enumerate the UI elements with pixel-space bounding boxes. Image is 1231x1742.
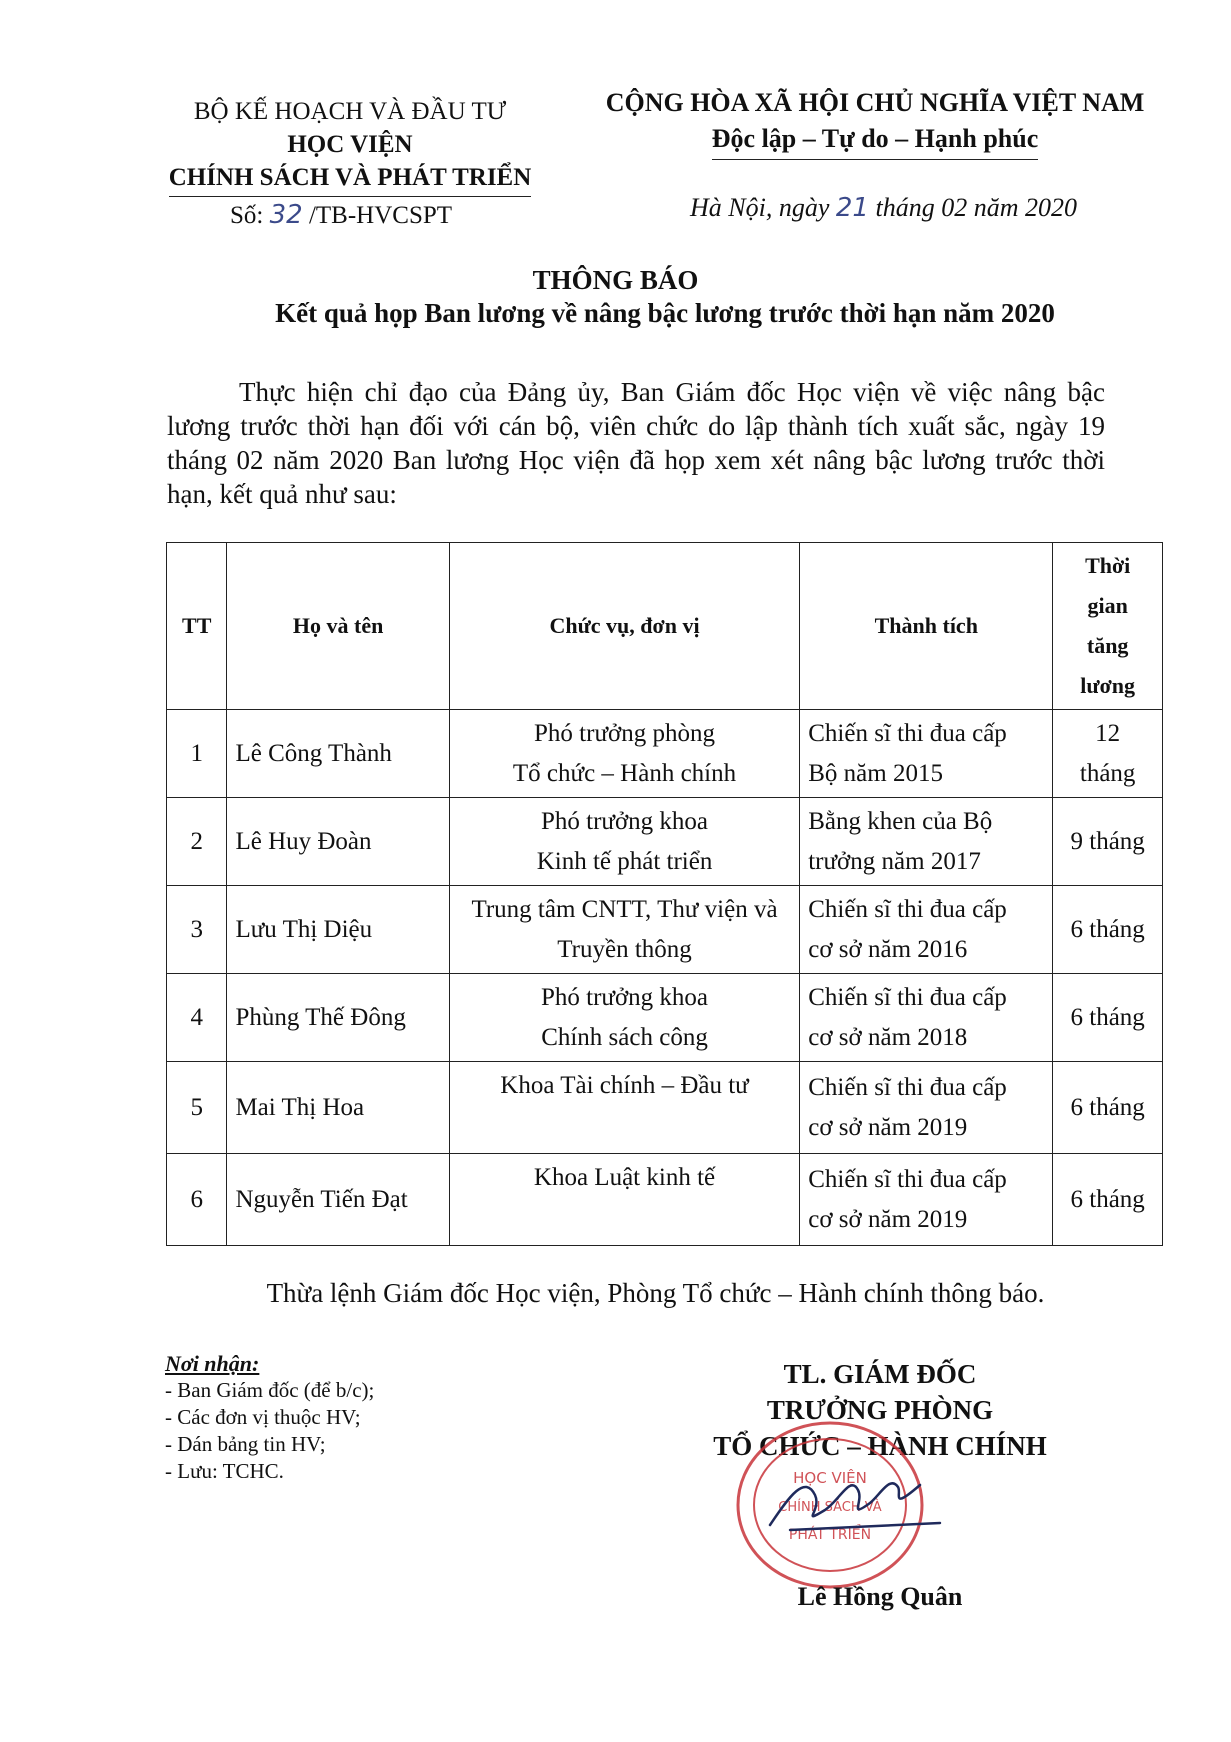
number-handwritten: 32 [269, 200, 303, 230]
header-time-line2: gian [1087, 593, 1128, 618]
header-time-line3: tăng [1086, 633, 1129, 658]
row-achievement-line1: Chiến sĩ thi đua cấp [808, 719, 1007, 747]
row-position-line2: Truyền thông [557, 935, 692, 963]
signature-line1: TL. GIÁM ĐỐC [783, 1359, 977, 1389]
row-tt: 2 [167, 798, 227, 886]
row-time: 6 tháng [1053, 886, 1163, 974]
row-achievement-line1: Chiến sĩ thi đua cấp [808, 1165, 1007, 1193]
motto-line [580, 121, 1170, 160]
row-achievement [800, 798, 1053, 886]
row-name: Lưu Thị Diệu [227, 886, 449, 974]
institute-name-line2-text: CHÍNH SÁCH VÀ PHÁT TRIỂN [169, 161, 532, 197]
number-prefix: Số: [230, 202, 264, 229]
signature-line2: TRƯỞNG PHÒNG [766, 1395, 994, 1425]
row-achievement-line2: cơ sở năm 2019 [808, 1113, 968, 1141]
row-time-line2: tháng [1079, 759, 1136, 787]
header-time-line1: Thời [1085, 553, 1131, 578]
recipient-item: - Ban Giám đốc (để b/c); [165, 1378, 375, 1402]
republic-name: CỘNG HÒA XÃ HỘI CHỦ NGHĨA VIỆT NAM [605, 88, 1145, 117]
document-number [230, 200, 452, 230]
recipients-label: Nơi nhận: [165, 1351, 260, 1376]
row-achievement-line2: cơ sở năm 2018 [808, 1023, 968, 1051]
row-tt: 3 [167, 886, 227, 974]
table-row [167, 798, 1163, 886]
row-position-line1: Phó trưởng phòng [534, 719, 715, 747]
date-line [690, 193, 1077, 223]
row-position-line2: Kinh tế phát triển [536, 847, 713, 875]
signer-name: Lê Hồng Quân [797, 1582, 963, 1611]
row-name: Mai Thị Hoa [227, 1062, 449, 1154]
recipients-block [165, 1350, 374, 1485]
row-achievement-line2: Bộ năm 2015 [808, 759, 943, 787]
row-time: 9 tháng [1053, 798, 1163, 886]
header-tt: TT [167, 543, 227, 710]
row-position-line1: Phó trưởng khoa [540, 807, 709, 835]
row-tt: 4 [167, 974, 227, 1062]
date-day-handwritten: 21 [835, 193, 869, 223]
row-achievement-line1: Chiến sĩ thi đua cấp [808, 1073, 1007, 1101]
row-name: Lê Huy Đoàn [227, 798, 449, 886]
row-position [449, 710, 799, 798]
table-row [167, 1062, 1163, 1154]
motto-text: Độc lập – Tự do – Hạnh phúc [712, 121, 1039, 160]
row-position: Khoa Tài chính – Đầu tư [449, 1062, 799, 1154]
row-time: 6 tháng [1053, 1062, 1163, 1154]
row-time-line1: 12 [1095, 719, 1121, 747]
row-position [449, 798, 799, 886]
closing-line: Thừa lệnh Giám đốc Học viện, Phòng Tổ chức – Hành chính thông báo. [266, 1278, 1045, 1308]
institute-name-line1: HỌC VIỆN [287, 131, 413, 158]
row-tt: 6 [167, 1154, 227, 1246]
row-position [449, 974, 799, 1062]
header-time-line4: lương [1080, 673, 1136, 698]
table-row [167, 710, 1163, 798]
header-position: Chức vụ, đơn vị [449, 543, 799, 710]
row-name: Nguyễn Tiến Đạt [227, 1154, 449, 1246]
header-time [1053, 543, 1163, 710]
row-achievement [800, 1154, 1053, 1246]
row-position [449, 886, 799, 974]
institute-name-line2 [150, 161, 550, 197]
row-achievement-line2: trưởng năm 2017 [808, 847, 981, 875]
row-achievement-line1: Chiến sĩ thi đua cấp [808, 895, 1007, 923]
intro-paragraph: Thực hiện chỉ đạo của Đảng ủy, Ban Giám đốc Học viện về việc nâng bậc lương trước thời hạn đối với cán bộ, viên chức do lập thành tích xuất sắc, ngày 19 tháng 02 năm 2020 Ban lương Học viện đã họp xem xét nâng bậc lương trước thời hạn, kết quả như sau: [167, 377, 1105, 509]
national-heading [580, 85, 1170, 160]
table-row [167, 1154, 1163, 1246]
recipient-item: - Các đơn vị thuộc HV; [165, 1405, 361, 1429]
stamp-text-line1: HỌC VIỆN [793, 1469, 867, 1487]
row-time: 6 tháng [1053, 1154, 1163, 1246]
table-row [167, 974, 1163, 1062]
row-position-line2: Tổ chức – Hành chính [512, 759, 737, 787]
row-achievement [800, 1062, 1053, 1154]
recipient-item: - Lưu: TCHC. [165, 1459, 284, 1483]
row-tt: 1 [167, 710, 227, 798]
row-position-line1: Trung tâm CNTT, Thư viện và [471, 895, 778, 923]
stamp-text-line2: CHÍNH SÁCH VÀ [778, 1500, 882, 1515]
row-achievement [800, 710, 1053, 798]
header-name: Họ và tên [227, 543, 449, 710]
row-position-line1: Phó trưởng khoa [540, 983, 709, 1011]
signature-line3: TỔ CHỨC – HÀNH CHÍNH [713, 1431, 1047, 1461]
row-tt: 5 [167, 1062, 227, 1154]
table-header-row [167, 543, 1163, 710]
row-achievement-line1: Chiến sĩ thi đua cấp [808, 983, 1007, 1011]
row-time [1053, 710, 1163, 798]
row-achievement [800, 974, 1053, 1062]
row-name: Lê Công Thành [227, 710, 449, 798]
stamp-text-line3: PHÁT TRIỂN [788, 1527, 872, 1543]
row-achievement-line2: cơ sở năm 2019 [808, 1205, 968, 1233]
row-achievement-line2: cơ sở năm 2016 [808, 935, 968, 963]
row-achievement-line1: Bằng khen của Bộ [808, 807, 993, 835]
row-achievement [800, 886, 1053, 974]
document-subtitle: Kết quả họp Ban lương về nâng bậc lương trước thời hạn năm 2020 [275, 298, 1055, 328]
table-row [167, 886, 1163, 974]
row-position-line2: Chính sách công [541, 1023, 708, 1051]
ministry-name: BỘ KẾ HOẠCH VÀ ĐẦU TƯ [193, 98, 507, 125]
number-suffix: /TB-HVCSPT [308, 202, 453, 229]
header-achievement: Thành tích [800, 543, 1053, 710]
official-stamp-icon [730, 1415, 950, 1595]
results-table [166, 542, 1163, 1246]
row-time: 6 tháng [1053, 974, 1163, 1062]
date-suffix: tháng 02 năm 2020 [875, 193, 1077, 222]
row-name: Phùng Thế Đông [227, 974, 449, 1062]
recipient-item: - Dán bảng tin HV; [165, 1432, 326, 1456]
date-prefix: Hà Nội, ngày [690, 193, 830, 222]
row-position: Khoa Luật kinh tế [449, 1154, 799, 1246]
document-title: THÔNG BÁO [532, 265, 699, 295]
issuer-block [150, 95, 550, 197]
